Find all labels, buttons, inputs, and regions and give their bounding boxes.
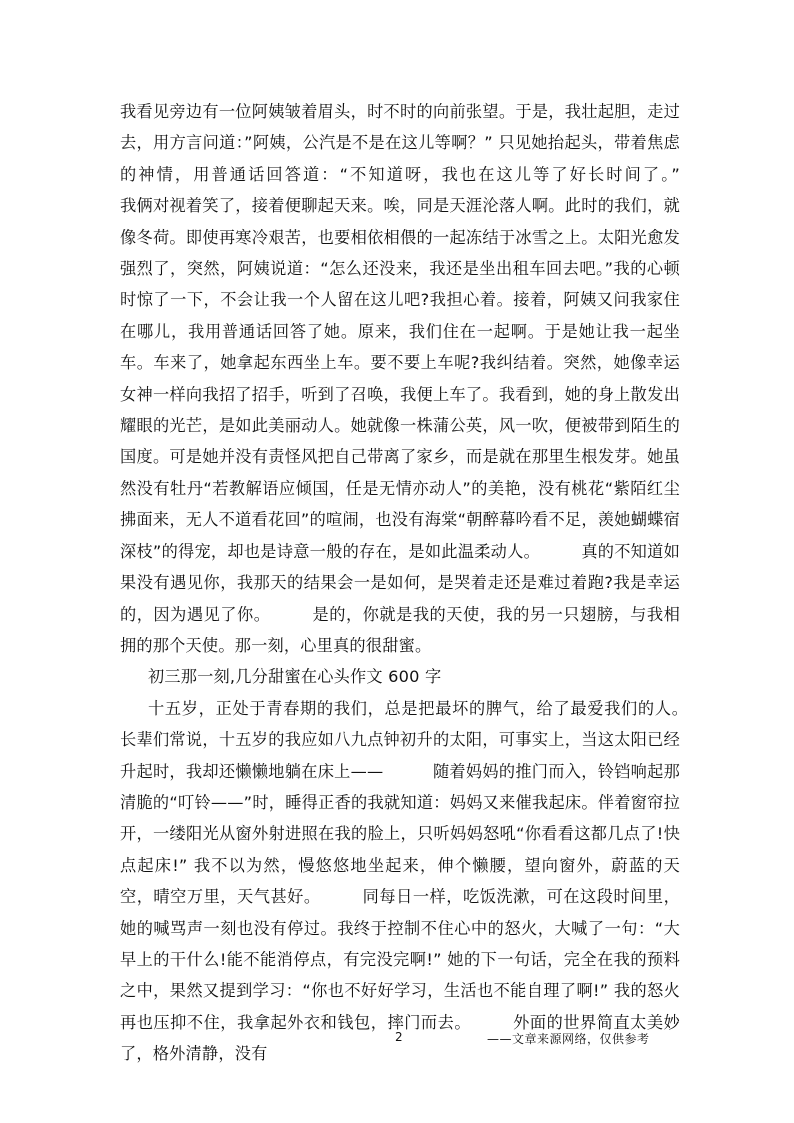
- source-note: ——文章来源网络，仅供参考: [487, 1032, 650, 1046]
- paragraph-2: 十五岁，正处于青春期的我们，总是把最坏的脾气，给了最爱我们的人。 长辈们常说，十五岁的我应如八九点钟初升的太阳，可事实上，当这太阳已经升起时，我却还懒懒地躺在床上—— 随着妈妈的推门而入，铃铛响起那清脆的“叮铃——”时，睡得正香的我就知道：妈妈又来催我起床。伴着窗帘拉开，一缕阳光从窗外射进照在我的脸上，只听妈妈怒吼“你看看这都几点了!快点起床!” 我不以为然，慢悠悠地坐起来，伸个懒腰，望向窗外，蔚蓝的天空，晴空万里，天气甚好。 同每日一样，吃饭洗漱，可在这段时间里，她的喊骂声一刻也没有停过。我终于控制不住心中的怒火，大喊了一句：“大早上的干什么!能不能消停点，有完没完啊!” 她的下一句话，完全在我的预料之中，果然又提到学习：“你也不好好学习，生活也不能自理了啊!” 我的怒火再也压抑不住，我拿起外衣和钱包，摔门而去。 外面的世界简直太美妙了，格外清静，没有: [120, 698, 730, 1064]
- paragraph-1: 我看见旁边有一位阿姨皱着眉头，时不时的向前张望。于是，我壮起胆，走过去，用方言问道：”阿姨，公汽是不是在这儿等啊？” 只见她抬起头，带着焦虑的神情，用普通话回答道：“不知道呀，我也在这儿等了好长时间了。” 我俩对视着笑了，接着便聊起天来。唉，同是天涯沦落人啊。此时的我们，就像冬荷。即使再寒冷艰苦，也要相依相偎的一起冻结于冰雪之上。太阳光愈发强烈了，突然，阿姨说道：“怎么还没来，我还是坐出租车回去吧。”我的心顿时惊了一下，不会让我一个人留在这儿吧?我担心着。接着，阿姨又问我家住在哪儿，我用普通话回答了她。原来，我们住在一起啊。于是她让我一起坐车。车来了，她拿起东西坐上车。要不要上车呢?我纠结着。突然，她像幸运女神一样向我招了招手，听到了召唤，我便上车了。我看到，她的身上散发出耀眼的光芒，是如此美丽动人。她就像一株蒲公英，风一吹，便被带到陌生的国度。可是她并没有责怪风把自己带离了家乡，而是就在那里生根发芽。她虽然没有牡丹“若教解语应倾国，任是无情亦动人”的美艳，没有桃花“紫陌红尘拂面来，无人不道看花回”的喧闹，也没有海棠“朝醉幕吟看不足，羡她蝴蝶宿深枝”的得宠，却也是诗意一般的存在，是如此温柔动人。 真的不知道如果没有遇见你，我那天的结果会一是如何，是哭着走还是难过着跑?我是幸运的，因为遇见了你。 是的，你就是我的天使，我的另一只翅膀，与我相拥的那个天使。那一刻，心里真的很甜蜜。: [120, 102, 730, 655]
- article-body: [120, 96, 730, 1070]
- article-subtitle: 初三那一刻,几分甜蜜在心头作文 600 字: [148, 667, 442, 687]
- page-number: 2: [395, 1030, 403, 1044]
